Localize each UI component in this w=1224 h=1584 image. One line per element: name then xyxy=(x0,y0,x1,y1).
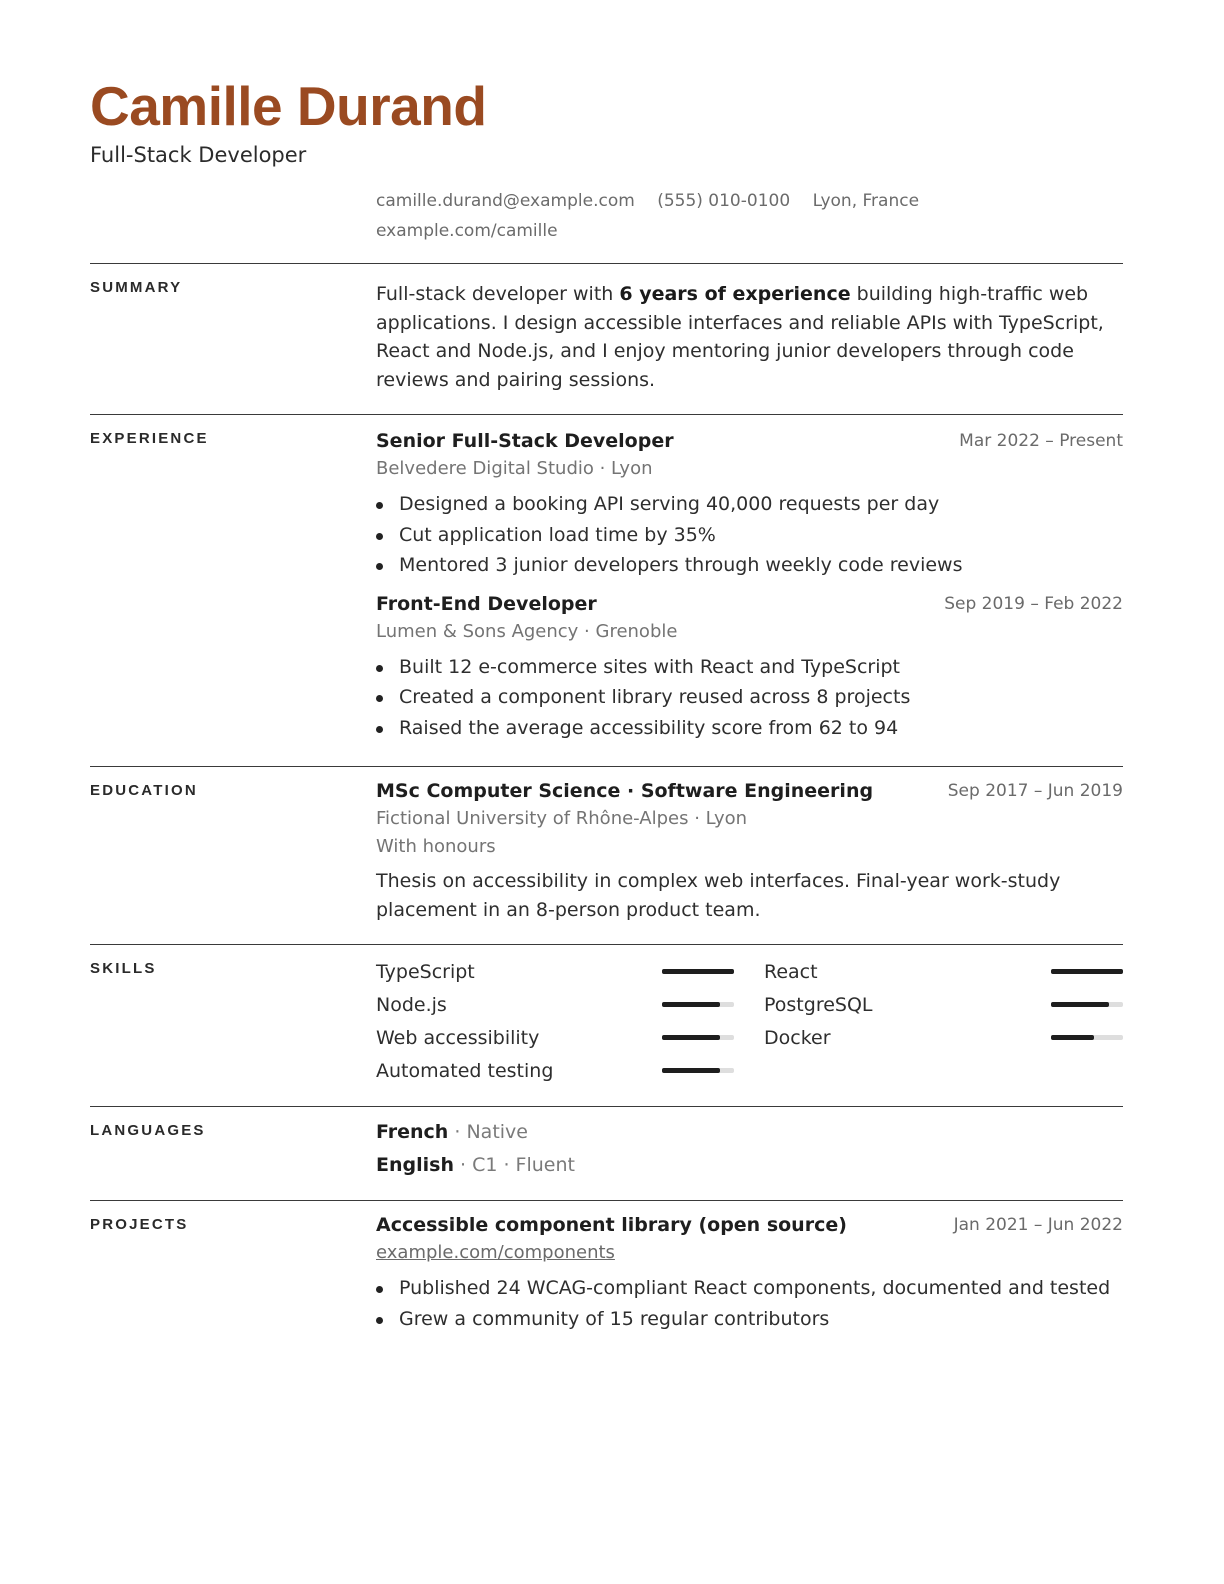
bullet-text: Built 12 e-commerce sites with React and TypeScript xyxy=(399,655,900,678)
skill-name: TypeScript xyxy=(376,961,475,983)
education-section xyxy=(90,766,1123,945)
project-entry xyxy=(376,1211,1123,1334)
bullet-text: Created a component library reused across 8 projects xyxy=(399,686,911,708)
language-item xyxy=(376,1149,1123,1182)
bullet-item xyxy=(376,682,1123,713)
skill-level-bar xyxy=(1051,1035,1123,1040)
bullet-item xyxy=(376,550,1123,581)
bullet-text: Cut application load time by 35% xyxy=(399,523,716,546)
summary-highlight: 6 years of experience xyxy=(619,283,851,305)
skill-level-fill xyxy=(662,1068,720,1073)
language-level: · C1 · Fluent xyxy=(453,1154,575,1176)
project-bullets xyxy=(376,1273,1123,1334)
contact-website[interactable]: example.com/camille xyxy=(376,221,558,241)
skill-name: Web accessibility xyxy=(376,1027,540,1049)
bullet-dot-icon xyxy=(376,563,383,570)
bullet-item xyxy=(376,520,1123,551)
candidate-title: Full-Stack Developer xyxy=(90,143,307,167)
skill-level-bar xyxy=(1051,1002,1123,1007)
bullet-text: Raised the average accessibility score from 62 to 94 xyxy=(399,716,899,739)
bullet-text: Mentored 3 junior developers through weekly code reviews xyxy=(399,554,963,576)
bullet-item xyxy=(376,652,1123,683)
education-entry xyxy=(376,777,1123,925)
skill-level-bar xyxy=(1051,969,1123,974)
skill-level-fill xyxy=(1051,1002,1109,1007)
skill-name: Automated testing xyxy=(376,1060,554,1082)
bullet-dot-icon xyxy=(376,533,383,540)
project-dates: Jan 2021 – Jun 2022 xyxy=(953,1215,1123,1235)
bullet-item xyxy=(376,489,1123,520)
job-bullets xyxy=(376,652,1123,744)
language-name: French xyxy=(376,1121,449,1143)
contact-location: Lyon, France xyxy=(812,191,920,211)
skill-level-bar xyxy=(662,1035,734,1040)
section-label-projects: PROJECTS xyxy=(90,1216,189,1233)
job-company: Belvedere Digital Studio · Lyon xyxy=(376,458,653,479)
skill-level-fill xyxy=(662,1035,720,1040)
summary-text-start: Full-stack developer with xyxy=(376,283,620,305)
project-title: Accessible component library (open source) xyxy=(376,1214,847,1236)
bullet-dot-icon xyxy=(376,665,383,672)
bullet-dot-icon xyxy=(376,695,383,702)
project-link[interactable]: example.com/components xyxy=(376,1242,615,1263)
bullet-dot-icon xyxy=(376,726,383,733)
job-title: Senior Full-Stack Developer xyxy=(376,430,674,452)
summary-text xyxy=(376,280,1123,394)
bullet-text: Designed a booking API serving 40,000 requests per day xyxy=(399,493,940,515)
bullet-dot-icon xyxy=(376,1286,383,1293)
experience-entry xyxy=(376,590,1123,744)
language-item xyxy=(376,1116,1123,1149)
skill-level-fill xyxy=(1051,1035,1094,1040)
skill-level-bar xyxy=(662,1068,734,1073)
section-label-experience: EXPERIENCE xyxy=(90,430,209,447)
section-label-summary: SUMMARY xyxy=(90,279,183,296)
bullet-dot-icon xyxy=(376,1317,383,1324)
summary-section xyxy=(90,263,1123,414)
skill-level-fill xyxy=(662,1002,720,1007)
languages-section xyxy=(90,1106,1123,1201)
contact-info xyxy=(376,186,936,246)
skills-grid xyxy=(376,945,1123,1105)
school-name: Fictional University of Rhône-Alpes · Lyon xyxy=(376,808,748,829)
education-dates: Sep 2017 – Jun 2019 xyxy=(947,781,1123,801)
job-dates: Mar 2022 – Present xyxy=(959,431,1123,451)
language-level: · Native xyxy=(448,1121,528,1143)
section-label-education: EDUCATION xyxy=(90,782,198,799)
language-name: English xyxy=(376,1154,454,1176)
contact-email[interactable]: camille.durand@example.com xyxy=(376,191,635,211)
bullet-text: Published 24 WCAG-compliant React components, documented and tested xyxy=(399,1277,1111,1299)
experience-entry xyxy=(376,427,1123,581)
job-bullets xyxy=(376,489,1123,581)
job-dates: Sep 2019 – Feb 2022 xyxy=(944,593,1123,614)
education-description: Thesis on accessibility in complex web interfaces. Final-year work-study placement in an 8-person product team. xyxy=(376,870,1061,921)
skill-level-fill xyxy=(1051,969,1123,974)
projects-section xyxy=(90,1200,1123,1351)
section-label-skills: SKILLS xyxy=(90,960,157,977)
bullet-item xyxy=(376,1304,1123,1335)
education-honours: With honours xyxy=(376,836,496,857)
section-label-languages: LANGUAGES xyxy=(90,1122,206,1139)
experience-section xyxy=(90,414,1123,767)
skill-name: Node.js xyxy=(376,994,447,1016)
skill-name: React xyxy=(764,961,818,983)
summary-text-end: building high-traffic web applications. I design accessible interfaces and reliable APIs with TypeScript, React and Node.js, and I enjoy mentoring junior developers through code reviews and pairing sessions. xyxy=(376,283,1104,391)
contact-phone[interactable]: (555) 010-0100 xyxy=(657,191,791,211)
job-company: Lumen & Sons Agency · Grenoble xyxy=(376,620,678,642)
bullet-item xyxy=(376,713,1123,744)
candidate-name: Camille Durand xyxy=(90,75,487,137)
bullet-item xyxy=(376,1273,1123,1304)
degree-title: MSc Computer Science · Software Engineering xyxy=(376,780,874,802)
bullet-dot-icon xyxy=(376,502,383,509)
skill-name: Docker xyxy=(764,1027,831,1049)
skills-section xyxy=(90,944,1123,1107)
bullet-text: Grew a community of 15 regular contributors xyxy=(399,1307,830,1330)
skill-level-bar xyxy=(662,1002,734,1007)
skill-level-bar xyxy=(662,969,734,974)
skill-name: PostgreSQL xyxy=(764,994,873,1016)
job-title: Front-End Developer xyxy=(376,592,597,615)
skill-level-fill xyxy=(662,969,734,974)
